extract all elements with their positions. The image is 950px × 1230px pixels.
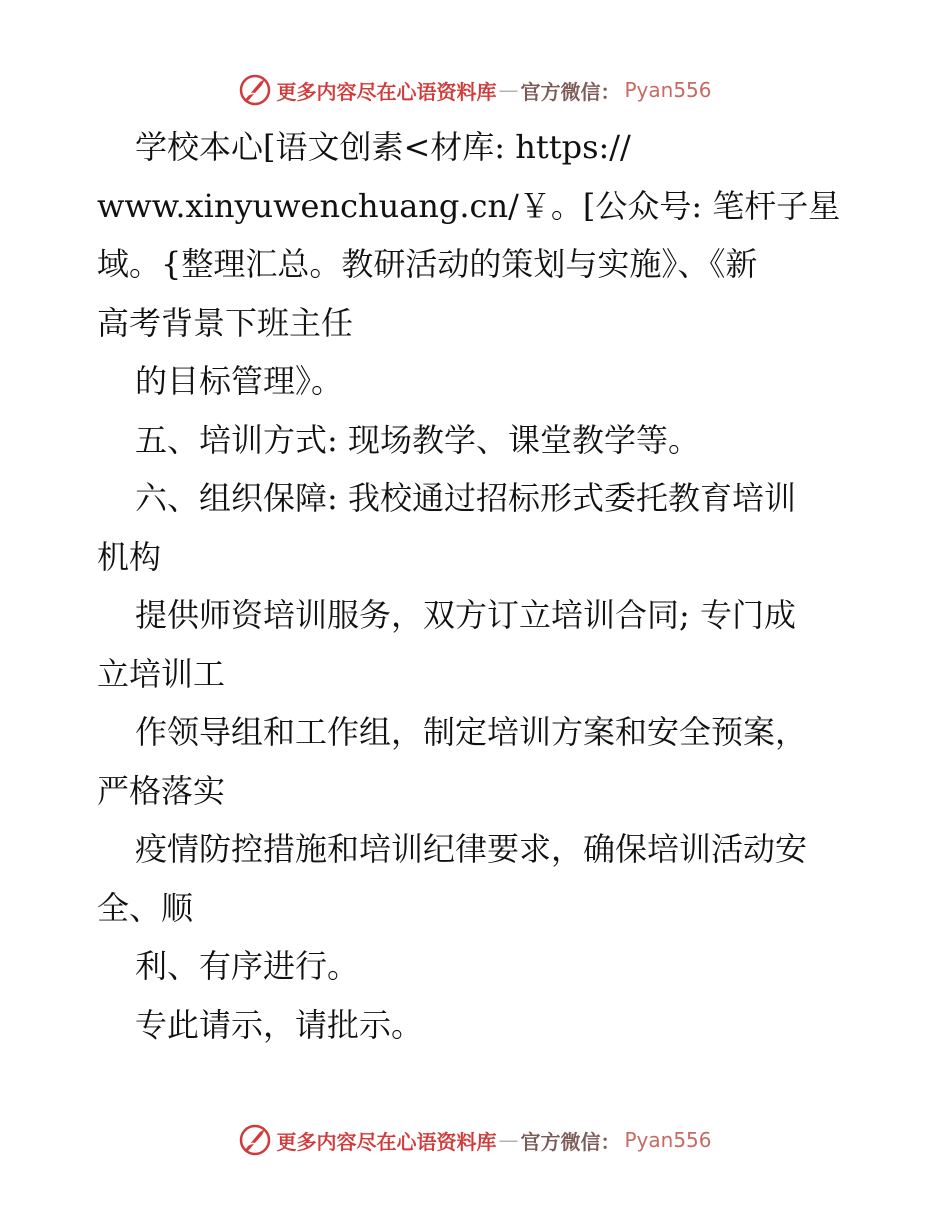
quill-pen-logo-icon xyxy=(238,73,272,107)
text-line: 域。{整理汇总。教研活动的策划与实施》、《新 xyxy=(97,245,758,283)
text-line: 严格落实 xyxy=(97,771,226,810)
text-line: 专此请示，请批示。 xyxy=(135,1005,424,1044)
text-line: 机构 xyxy=(97,537,162,576)
banner-dash: — xyxy=(498,78,519,102)
banner-main-text: 更多内容尽在心语资料库 xyxy=(276,1129,497,1154)
footer-banner xyxy=(0,1120,950,1160)
text-line: 利、有序进行。 xyxy=(135,947,360,985)
quill-pen-logo-icon xyxy=(238,1123,272,1157)
banner-wechat-id: Pyan556 xyxy=(624,1128,712,1152)
header-banner xyxy=(0,70,950,110)
text-line: 作领导组和工作组，制定培训方案和安全预案， xyxy=(135,713,808,751)
text-line: 学校本心[语文创素<材库: https:// xyxy=(135,128,631,166)
text-line: 高考背景下班主任 xyxy=(97,303,354,342)
banner-main-text: 更多内容尽在心语资料库 xyxy=(276,79,497,104)
text-line: 五、培训方式: 现场教学、课堂教学等。 xyxy=(135,420,700,459)
banner-dash: — xyxy=(498,1128,519,1152)
text-line: 疫情防控措施和培训纪律要求，确保培训活动安 xyxy=(135,830,808,868)
text-line: www.xinyuwenchuang.cn/￥。[公众号: 笔杆子星 xyxy=(97,186,841,225)
text-line: 全、顺 xyxy=(97,888,194,927)
text-line: 提供师资培训服务，双方订立培训合同; 专门成 xyxy=(135,596,796,634)
text-line: 六、组织保障: 我校通过招标形式委托教育培训 xyxy=(135,479,796,517)
banner-wechat-label: 官方微信： xyxy=(520,1129,621,1154)
text-line: 立培训工 xyxy=(97,654,226,693)
banner-wechat-label: 官方微信： xyxy=(520,79,621,104)
banner-wechat-id: Pyan556 xyxy=(624,78,712,102)
document-body xyxy=(97,118,853,1054)
text-line: 的目标管理》。 xyxy=(135,362,344,400)
